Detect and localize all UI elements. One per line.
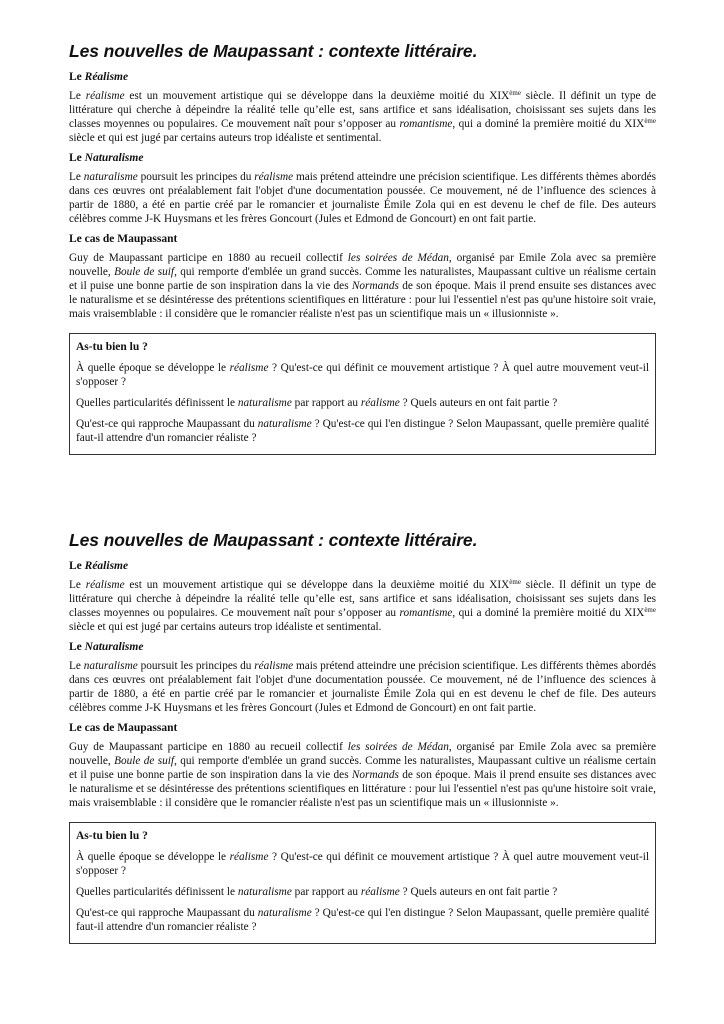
paragraph-realisme: Le réalisme est un mouvement artistique qui se développe dans la deuxième moitié du XIXème siècle. Il définit un type de littérature qui cherche à dépeindre la réalité telle qu’elle est, sans artifice et sans idéalisation, choisissant ses sujets dans les classes moyennes ou populaires. Ce mouvement naît pour s’opposer au romantisme, qui a dominé la première moitié du XIXème siècle et qui est jugé par certains auteurs trop idéaliste et sentimental.: [69, 89, 656, 144]
paragraph-maupassant: Guy de Maupassant participe en 1880 au recueil collectif les soirées de Médan, organisé par Emile Zola avec sa première nouvelle, Boule de suif, qui remporte d'emblée un grand succès. Comme les naturalistes, Maupassant cultive un réalisme certain et il puise une bonne partie de son inspiration dans la vie des Normands de son époque. Mais il prend ensuite ses distances avec le naturalisme et se désintéresse des prétentions scientifiques en littérature : pour lui l'essentiel n'est pas qu'une histoire soit vraie, mais vraisemblable : il considère que le romancier réaliste n'est pas un scientifique mais un « illusionniste ».: [69, 741, 656, 809]
quiz-question-2: Quelles particularités définissent le naturalisme par rapport au réalisme ? Quels auteurs en ont fait partie ?: [76, 886, 558, 898]
section-heading-maupassant: Le cas de Maupassant: [69, 233, 178, 245]
paragraph-naturalisme: Le naturalisme poursuit les principes du réalisme mais prétend atteindre une précision scientifique. Les différents thèmes abordés dans ces œuvres ont préalablement fait l'objet d'une documentation poussée. Ce mouvement, né de l’influence des sciences à partir de 1880, a été en partie créé par le romancier et journaliste Émile Zola qui en est devenu le chef de file. Des auteurs célèbres comme J-K Huysmans et les frères Goncourt (Jules et Edmond de Goncourt) en ont fait partie.: [69, 660, 657, 714]
quiz-heading: As-tu bien lu ?: [76, 341, 148, 353]
section-heading-maupassant: Le cas de Maupassant: [69, 722, 178, 734]
section-heading-realisme: Le Réalisme: [69, 71, 129, 83]
quiz-question-1: À quelle époque se développe le réalisme ? Qu'est-ce qui définit ce mouvement artistique ? À quel autre mouvement veut-il s'opposer ?: [76, 851, 649, 877]
worksheet-copy-1: [69, 40, 656, 455]
section-heading-realisme: Le Réalisme: [69, 560, 129, 572]
paragraph-naturalisme: Le naturalisme poursuit les principes du réalisme mais prétend atteindre une précision scientifique. Les différents thèmes abordés dans ces œuvres ont préalablement fait l'objet d'une documentation poussée. Ce mouvement, né de l’influence des sciences à partir de 1880, a été en partie créé par le romancier et journaliste Émile Zola qui en est devenu le chef de file. Des auteurs célèbres comme J-K Huysmans et les frères Goncourt (Jules et Edmond de Goncourt) en ont fait partie.: [69, 171, 657, 225]
worksheet-copy-2: [69, 529, 656, 944]
quiz-heading: As-tu bien lu ?: [76, 830, 148, 842]
quiz-question-3: Qu'est-ce qui rapproche Maupassant du naturalisme ? Qu'est-ce qui l'en distingue ? Selon Maupassant, quelle première qualité faut-il attendre d'un romancier réaliste ?: [76, 418, 649, 444]
quiz-question-3: Qu'est-ce qui rapproche Maupassant du naturalisme ? Qu'est-ce qui l'en distingue ? Selon Maupassant, quelle première qualité faut-il attendre d'un romancier réaliste ?: [76, 907, 649, 933]
page-title: Les nouvelles de Maupassant : contexte littéraire.: [69, 530, 478, 550]
paragraph-realisme: Le réalisme est un mouvement artistique qui se développe dans la deuxième moitié du XIXème siècle. Il définit un type de littérature qui cherche à dépeindre la réalité telle qu’elle est, sans artifice et sans idéalisation, choisissant ses sujets dans les classes moyennes ou populaires. Ce mouvement naît pour s’opposer au romantisme, qui a dominé la première moitié du XIXème siècle et qui est jugé par certains auteurs trop idéaliste et sentimental.: [69, 578, 656, 633]
section-heading-naturalisme: Le Naturalisme: [69, 641, 144, 653]
page-title: Les nouvelles de Maupassant : contexte littéraire.: [69, 41, 478, 61]
quiz-question-2: Quelles particularités définissent le naturalisme par rapport au réalisme ? Quels auteurs en ont fait partie ?: [76, 397, 558, 409]
quiz-box: [69, 822, 656, 944]
quiz-box: [69, 333, 656, 455]
section-heading-naturalisme: Le Naturalisme: [69, 152, 144, 164]
paragraph-maupassant: Guy de Maupassant participe en 1880 au recueil collectif les soirées de Médan, organisé par Emile Zola avec sa première nouvelle, Boule de suif, qui remporte d'emblée un grand succès. Comme les naturalistes, Maupassant cultive un réalisme certain et il puise une bonne partie de son inspiration dans la vie des Normands de son époque. Mais il prend ensuite ses distances avec le naturalisme et se désintéresse des prétentions scientifiques en littérature : pour lui l'essentiel n'est pas qu'une histoire soit vraie, mais vraisemblable : il considère que le romancier réaliste n'est pas un scientifique mais un « illusionniste ».: [69, 252, 656, 320]
quiz-question-1: À quelle époque se développe le réalisme ? Qu'est-ce qui définit ce mouvement artistique ? À quel autre mouvement veut-il s'opposer ?: [76, 362, 649, 388]
